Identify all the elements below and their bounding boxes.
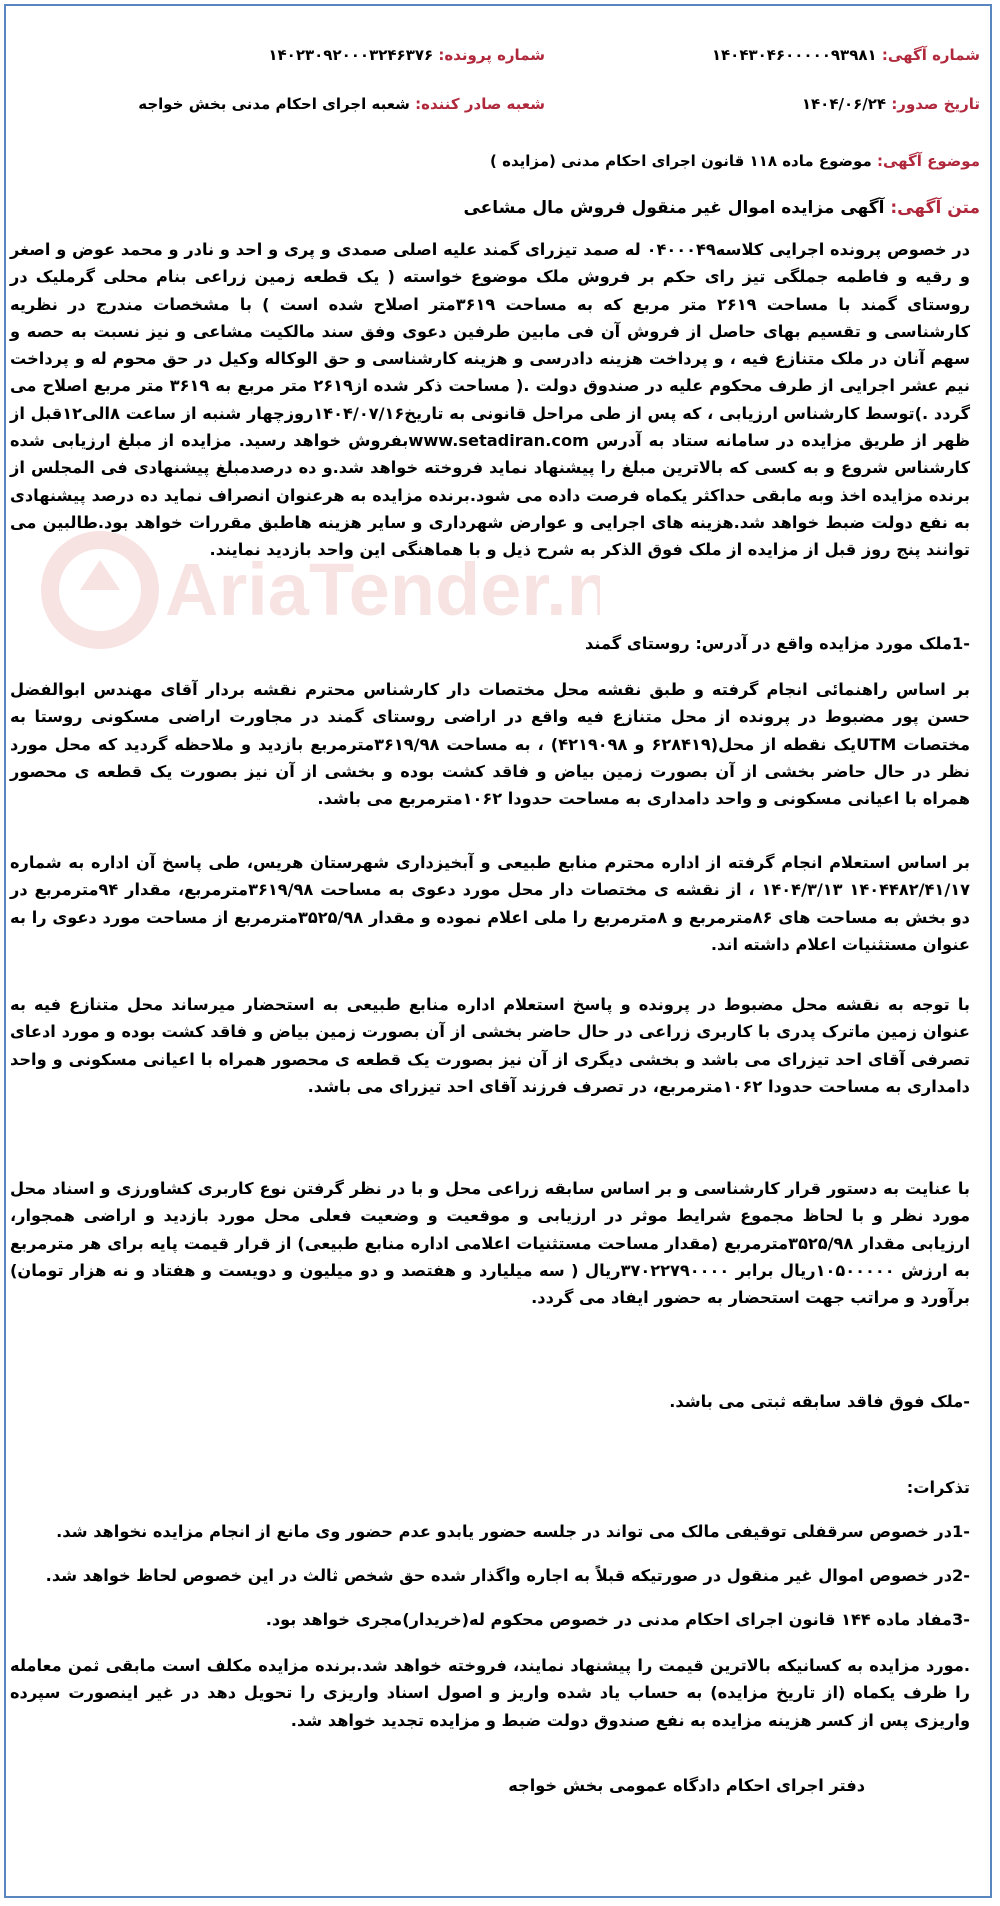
- notice-number-label: شماره آگهی:: [881, 46, 980, 64]
- subject-label: موضوع آگهی:: [876, 152, 980, 170]
- note-item-1: -1در خصوص سرقفلی توقیفی مالک می تواند در جلسه حضور یابدو عدم حضور وی مانع از انجام مزایده نخواهد شد.: [56, 1522, 970, 1541]
- subject: [490, 152, 980, 170]
- case-number: [268, 46, 545, 64]
- paragraph-auction-terms: در خصوص پرونده اجرایی کلاسه۰۴۰۰۰۴۹ له صمد تیزرای گمند علیه اصلی صمدی و پری و احد و نادر و محمد عوض و اصغر و رقیه و فاطمه جملگی تیز رای حکم بر فروش ملک موضوع خواسته ( یک قطعه زمین زراعی بنام محلی گرملیک در روستای گمند با مساحت ۲۶۱۹ متر مربع که به مساحت ۳۶۱۹متر اصلاح شده است ) با مشخصات مندرج در نظریه کارشناسی و تقسیم بهای حاصل از فروش آن فی مابین طرفین دعوی وفق سند مالکیت مشاعی و نیز نسبت به حصه و سهم آنان در ملک متنازع فیه ، و پرداخت هزینه دادرسی و هزینه کارشناسی و حق الوکاله وکیل در حق محوم له و پرداخت نیم عشر اجرایی از طرف محکوم علیه در صندوق دولت .( مساحت ذکر شده از۲۶۱۹ متر مربع به ۳۶۱۹ متر مربع اصلاح می گردد .)توسط کارشناس ارزیابی ، که پس از طی مراحل قانونی به تاریخ۱۴۰۴/۰۷/۱۶روزچهار شنبه از ساعت ۸الی۱۲قبل از ظهر از طریق مزایده در سامانه ستاد به آدرس www.setadiran.comبفروش خواهد رسید. مزایده از مبلغ ارزیابی شده کارشناس شروع و به کسی که بالاترین مبلغ را پیشنهاد نماید فروخته خواهد شد.و ده درصدمبلغ پیشنهادی فی المجلس از برنده مزایده اخذ وبه مابقی حداکثر یکماه فرصت داده می شود.برنده مزایده به هرعنوان انصراف نماید ده درصد پیشنهادی به نفع دولت ضبط خواهد شد.هزینه های اجرایی و عوارض شهرداری و سایر هزینه هاطبق مقررات خواهد بود.طالبین می توانند پنج روز قبل از مزایده از ملک فوق الذکر به شرح ذیل و با هماهنگی این واحد بازدید نمایند.: [10, 240, 971, 560]
- registration-note: -ملک فوق فاقد سابقه ثبتی می باشد.: [669, 1392, 970, 1411]
- issuer: [138, 95, 545, 113]
- notice-title: [463, 198, 980, 218]
- note-item-3: -3مفاد ماده ۱۴۴ قانون اجرای احکام مدنی در خصوص محکوم له(خریدار)مجری خواهد بود.: [265, 1610, 970, 1629]
- case-number-label: شماره پرونده:: [438, 46, 545, 64]
- paragraph-payment-terms: .مورد مزایده به کسانیکه بالاترین قیمت را پیشنهاد نمایند، فروخته خواهد شد.برنده مزایده مکلف است مابقی ثمن معامله را ظرف یکماه (از تاریخ مزایده) به حساب یاد شده واریز و اصول اسناد واریزی را تحویل دهد در غیر اینصورت سپرده واریزی پس از کسر هزینه مزایده به نفع صندوق دولت ضبط و مزایده تجدید خواهد شد.: [10, 1656, 970, 1730]
- issuer-label: شعبه صادر کننده:: [415, 95, 545, 113]
- notice-text-label: متن آگهی:: [890, 198, 980, 218]
- notes-title: تذکرات:: [906, 1478, 970, 1497]
- paragraph-valuation: با عنایت به دستور قرار کارشناسی و بر اساس سابقه زراعی محل و با در نظر گرفتن نوع کاربری کشاورزی و اسناد محل مورد نظر و با لحاظ مجموع شرایط موثر در ارزیابی و موقعیت و وضعیت فعلی محل مورد بازدید و اراضی همجوار، ارزیابی مقدار ۳۵۲۵/۹۸مترمربع (مقدار مساحت مستثنیات اعلامی اداره منابع طبیعی) از قرار قیمت پایه برای هر مترمربع به ارزش ۱۰۵۰۰۰۰۰ریال برابر ۳۷۰۲۲۷۹۰۰۰۰ریال ( سه میلیارد و هفتصد و دو میلیون و دویست و هفتاد و نه هزار تومان) برآورد و مراتب جهت استحضار به حضور ایفاد می گردد.: [10, 1179, 970, 1308]
- issuer-value: شعبه اجرای احکام مدنی بخش خواجه: [138, 95, 410, 113]
- issue-date-label: تاریخ صدور:: [891, 95, 980, 113]
- note-item-2: -2در خصوص اموال غیر منقول در صورتیکه قبلاً به اجاره واگذار شده حق شخص ثالث در این خصوص لحاظ خواهد شد.: [45, 1566, 970, 1585]
- subject-value: موضوع ماده ۱۱۸ قانون اجرای احکام مدنی (مزایده ): [490, 152, 872, 170]
- property-address: -1ملک مورد مزایده واقع در آدرس: روستای گمند: [585, 634, 970, 653]
- notice-title-value: آگهی مزایده اموال غیر منقول فروش مال مشاعی: [463, 198, 885, 218]
- case-number-value: ۱۴۰۲۳۰۹۲۰۰۰۳۲۴۶۳۷۶: [268, 46, 434, 64]
- paragraph-natural-resources: بر اساس استعلام انجام گرفته از اداره محترم منابع طبیعی و آبخیزداری شهرستان هریس، طی پاسخ آن اداره به شماره ۱۴۰۴۴۸۲/۴۱/۱۷ ۱۴۰۴/۳/۱۳ ، از نقشه ی مختصات دار محل مورد دعوی به مساحت ۳۶۱۹/۹۸مترمربع، مقدار ۹۴مترمربع در دو بخش به مساحت های ۸۶مترمربع و ۸مترمربع را ملی اعلام نموده و مقدار ۳۵۲۵/۹۸مترمربع از مساحت مورد دعوی را به عنوان مستثنیات اعلام داشته اند.: [10, 853, 970, 954]
- notice-number-value: ۱۴۰۴۳۰۴۶۰۰۰۰۰۹۳۹۸۱: [711, 46, 877, 64]
- notice-number: [712, 46, 980, 64]
- signature-office: دفتر اجرای احکام دادگاه عمومی بخش خواجه: [508, 1776, 865, 1795]
- issue-date-value: ۱۴۰۴/۰۶/۲۴: [801, 95, 887, 113]
- issue-date: [802, 95, 980, 113]
- paragraph-survey: بر اساس راهنمائی انجام گرفته و طبق نقشه محل مختصات دار کارشناس محترم نقشه بردار آقای مهندس ابوالفضل حسن پور مضبوط در پرونده از محل متنازع فیه واقع در اراضی روستای گمند در مجاورت اراضی مسکونی روستا به مختصات UTMیک نقطه از محل(۶۲۸۴۱۹ و ۴۲۱۹۰۹۸) ، به مساحت ۳۶۱۹/۹۸مترمربع بازدید و ملاحظه گردید که محل مورد نظر در حال حاضر بخشی از آن بصورت زمین بیاض و فاقد کشت بوده و بخشی از آن نیز بصورت یک قطعه ی محصور همراه با اعیانی مسکونی و واحد دامداری به مساحت حدودا ۱۰۶۲مترمربع می باشد.: [10, 680, 970, 809]
- paragraph-site-status: با توجه به نقشه محل مضبوط در پرونده و پاسخ استعلام اداره منابع طبیعی به استحضار میرساند محل متنازع فیه به عنوان زمین ماترک پدری با کاربری زراعی در حال حاضر بخشی از آن بصورت زمین بیاض و فاقد کشت بوده و مورد ادعای تصرفی آقای احد تیزرای می باشد و بخشی دیگری از آن نیز بصورت یک قطعه ی محصور همراه با اعیانی مسکونی و واحد دامداری به مساحت حدودا ۱۰۶۲مترمربع، در تصرف فرزند آقای احد تیزرای می باشد.: [10, 995, 970, 1096]
